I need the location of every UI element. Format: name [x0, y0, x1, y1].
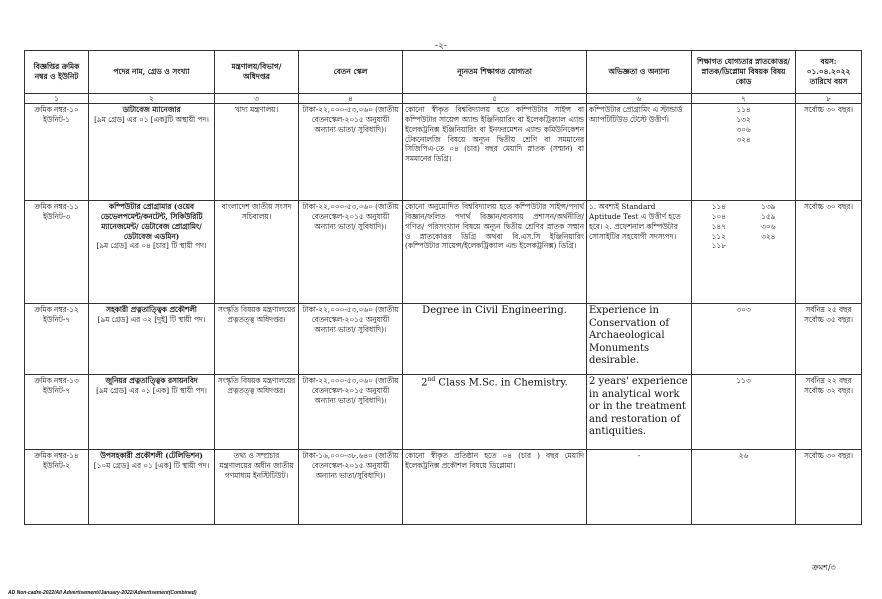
qualification-prefix: 2: [421, 377, 428, 389]
serial-cell: ক্রমিক নম্বর-১৪ ইউনিট-২: [25, 450, 89, 525]
header-qualification: ন্যূনতম শিক্ষাগত যোগ্যতা: [403, 51, 587, 94]
qualification-cell: Degree in Civil Engineering.: [403, 304, 587, 375]
subject-code: ১১৪: [711, 202, 726, 211]
subject-code: ৩০৬: [761, 221, 776, 231]
experience-cell: Experience in Conservation of Archaeological Monuments desirable.: [587, 304, 692, 375]
col-number: ৮: [796, 94, 862, 104]
col-number: ৭: [692, 94, 796, 104]
header-serial: বিজ্ঞপ্তির ক্রমিক নম্বর ও ইউনিট: [25, 51, 89, 94]
serial-cell: ক্রমিক নম্বর-১০ ইউনিট-১: [25, 104, 89, 201]
scale-cell: টাকা-২২,০০০-৫৩,০৬০ (জাতীয় বেতনস্কেল-২০১৫ অনুযায়ী অন্যান্য ভাতা/ সুবিধাদি)।: [299, 304, 403, 375]
post-info: [৯ম গ্রেড] এর ০২ [দুই] টি স্থায়ী পদ।: [97, 314, 206, 324]
scale-cell: টাকা-২২,০০০-৫৩,০৬০ (জাতীয় বেতনস্কেল-২০১৫ অনুযায়ী অন্যান্য ভাতা/ সুবিধাদি)।: [299, 201, 403, 304]
subject-code: ৩২৪: [736, 134, 751, 144]
ministry-cell: খাদ্য মন্ত্রণালয়।: [215, 104, 299, 201]
col-number: ৩: [215, 94, 299, 104]
subject-code: ১৪৭: [711, 221, 726, 231]
subject-code: ১৫৯: [761, 211, 776, 221]
age-cell: সর্বনিম্ন ২২ বছর সর্বোচ্চ ৩২ বছর।: [796, 375, 862, 450]
post-cell: [89, 375, 215, 450]
post-cell: [89, 201, 215, 304]
subject-code-cell: ২৬: [692, 450, 796, 525]
post-info: [১০ম গ্রেড] এর ০১ [এক] টি স্থায়ী পদ।: [93, 460, 210, 470]
experience-cell: 2 years' experience in analytical work or in the treatment and restoration of antiquities.: [587, 375, 692, 450]
age-cell: সর্বোচ্চ ৩০ বছর।: [796, 201, 862, 304]
qualification-cell: [403, 375, 587, 450]
age-cell: সর্বোচ্চ ৩০ বছর।: [796, 450, 862, 525]
post-title: কম্পিউটার প্রোগ্রামার (ওয়েব ডেভেলপমেন্ট/কনটেন্ট, সিকিউরিটি ম্যানেজমেন্ট/ ডেটাবেজ প্রোগ্রামিং/ ডেটাবেজ এডমিন): [100, 202, 203, 241]
column-number-row: [25, 94, 862, 104]
post-cell: [89, 450, 215, 525]
footer-path: AD Non-cadre-2022/All Advertisement//January-2022/Advertisement(Combined): [8, 590, 197, 596]
experience-cell: ১. অবশ্যই Standard Aptitude Test এ উত্তীর্ণ হতে হবে। ২. প্রফেশনাল কম্পিউটার সোসাইটির সহযোগী সদস্যপদ।: [587, 201, 692, 304]
subject-code: ১৩২: [736, 114, 751, 124]
post-title: জুনিয়র প্রত্নতাত্ত্বিক রসায়নবিদ: [105, 376, 198, 385]
subject-code: ১১৪: [736, 105, 751, 114]
ministry-cell: সংস্কৃতি বিষয়ক মন্ত্রণালয়ের প্রত্নতত্ত্ব অধিদপ্তর।: [215, 304, 299, 375]
qualification-cell: কোনো স্বীকৃত প্রতিষ্ঠান হতে ০৪ (চার ) বছর মেয়াদি ইলেকট্রনিক্স প্রকৌশল বিষয়ে ডিপ্লোমা।: [403, 450, 587, 525]
subject-code-cell: [692, 104, 796, 201]
serial-cell: ক্রমিক নম্বর-১২ ইউনিট-৭: [25, 304, 89, 375]
qualification-cell: কোনো স্বীকৃত বিশ্ববিদ্যালয় হতে কম্পিউটার সাইন্স বা কম্পিউটার সায়েন্স অ্যান্ড ইঞ্জিনিয়ারিং বা ইলেকট্রিক্যাল এ্যান্ড ইলেকট্রনিক্স ইঞ্জিনিয়ারিং বা ইনফরমেশন এ্যান্ড কমিউনিকেশন টেকনোলজি বিষয়ে অন্যূন দ্বিতীয় শ্রেণি বা সমমানের সিজিপিএ-তে ০৪ (চার) বছর মেয়াদি স্নাতক (সম্মান) বা সমমানের ডিগ্রি।: [403, 104, 587, 201]
header-subject-code: শিক্ষাগত যোগ্যতার স্নাতকোত্তর/স্নাতক/ডিপ্লোমা বিষয়ক বিষয় কোড: [692, 51, 796, 94]
post-info: [৯ম গ্রেড] এর ০১ [এক]টি অস্থায়ী পদ।: [94, 114, 209, 124]
col-number: ৫: [403, 94, 587, 104]
subject-code: ৩০৬: [736, 124, 751, 134]
header-ministry: মন্ত্রণালয়/বিভাগ/ অধিদপ্তর: [215, 51, 299, 94]
age-cell: সর্বোচ্চ ৩০ বছর।: [796, 104, 862, 201]
subject-code-cell: ৩০৩: [692, 304, 796, 375]
table-header-row: [25, 51, 862, 94]
subject-code: ১৩৯: [761, 202, 776, 211]
subject-code: ১০৪: [711, 211, 726, 221]
subject-code: ১১২: [711, 231, 726, 241]
col-number: ৬: [587, 94, 692, 104]
col-number: ৪: [299, 94, 403, 104]
header-age: বয়স: ০১.০৪.২০২২ তারিখে বয়স: [796, 51, 862, 94]
age-cell: সর্বনিম্ন ২৫ বছর সর্বোচ্চ ৩৫ বছর।: [796, 304, 862, 375]
serial-cell: ক্রমিক নম্বর-১৩ ইউনিট-৭: [25, 375, 89, 450]
serial-cell: ক্রমিক নম্বর-১১ ইউনিট-৩: [25, 201, 89, 304]
post-title: উপসহকারী প্রকৌশলী (টেলিভিশন): [100, 451, 203, 460]
experience-cell: কম্পিউটার প্রোগ্রামিং এ স্টান্ডার্ড অ্যাপটিটিউড টেস্টে উত্তীর্ণ।: [587, 104, 692, 201]
recruitment-table: [24, 50, 862, 525]
ministry-cell: সংস্কৃতি বিষয়ক মন্ত্রণালয়ের প্রত্নতত্ত্ব অধিদপ্তর।: [215, 375, 299, 450]
subject-code: ১১৮: [711, 241, 726, 251]
table-row: [25, 201, 862, 304]
scale-cell: টাকা-১৬,০০০-৩৮,৬৪০ (জাতীয় বেতনস্কেল-২০১৫ অনুযায়ী অন্যান্য ভাতা/সুবিধাদি)।: [299, 450, 403, 525]
subject-code-cell: [692, 201, 796, 304]
table-row: [25, 375, 862, 450]
post-title: সহকারী প্রত্নতাত্ত্বিক প্রকৌশলী: [106, 305, 197, 314]
post-title: ডাটাবেজ ম্যানেজার: [122, 105, 181, 114]
subject-code: ৩২৪: [761, 231, 776, 241]
experience-cell: -: [587, 450, 692, 525]
table-row: [25, 450, 862, 525]
subject-code-cell: ১১৩: [692, 375, 796, 450]
header-post: পদের নাম, গ্রেড ও সংখ্যা: [89, 51, 215, 94]
page-number: -২-: [435, 41, 447, 51]
scale-cell: টাকা-২২,০০০-৫৩,০৬০ (জাতীয় বেতনস্কেল-২০১৫ অনুযায়ী অন্যান্য ভাতা/ সুবিধাদি)।: [299, 104, 403, 201]
header-experience: অভিজ্ঞতা ও অন্যান্য: [587, 51, 692, 94]
ministry-cell: তথ্য ও সম্প্রচার মন্ত্রণালয়ের অধীন জাতীয় গণমাধ্যম ইনস্টিটিউট।: [215, 450, 299, 525]
col-number: ১: [25, 94, 89, 104]
post-cell: [89, 104, 215, 201]
ministry-cell: বাংলাদেশ জাতীয় সংসদ সচিবালয়।: [215, 201, 299, 304]
post-cell: [89, 304, 215, 375]
scale-cell: টাকা-২২,০০০-৫৩,০৬০ (জাতীয় বেতনস্কেল-২০১৫ অনুযায়ী অন্যান্য ভাতা/ সুবিধাদি)।: [299, 375, 403, 450]
header-scale: বেতন স্কেল: [299, 51, 403, 94]
qualification-superscript: nd: [427, 376, 436, 383]
post-info: [৯ম গ্রেড] এর ০১ [এক] টি স্থায়ী পদ।: [96, 385, 207, 395]
post-info: [৯ম গ্রেড] এর ০৪ [চার] টি স্থায়ী পদ।: [96, 241, 207, 251]
table-row: [25, 104, 862, 201]
table-row: [25, 304, 862, 375]
qualification-rest: Class M.Sc. in Chemistry.: [435, 377, 568, 389]
col-number: ২: [89, 94, 215, 104]
continued-label: ক্রমশ/৩: [812, 563, 836, 572]
qualification-cell: কোনো অনুমোদিত বিশ্ববিদ্যালয় হতে কম্পিউটার সাইন্স/পদার্থ বিজ্ঞান/ফলিত পদার্থ বিজ্ঞান/ব্যবসায় প্রশাসন/অর্থনীতি/ গণিত/ পরিসংখ্যান বিষয়ে অন্যূন দ্বিতীয় শ্রেণির স্নাতক সম্মান ও স্নাতকোত্তর ডিগ্রি অথবা বি.এস.সি ইঞ্জিনিয়ারিং (কম্পিউটার সায়েন্স/ইলেকট্রিক্যাল এন্ড ইলেকট্রনিক্স) ডিগ্রি।: [403, 201, 587, 304]
